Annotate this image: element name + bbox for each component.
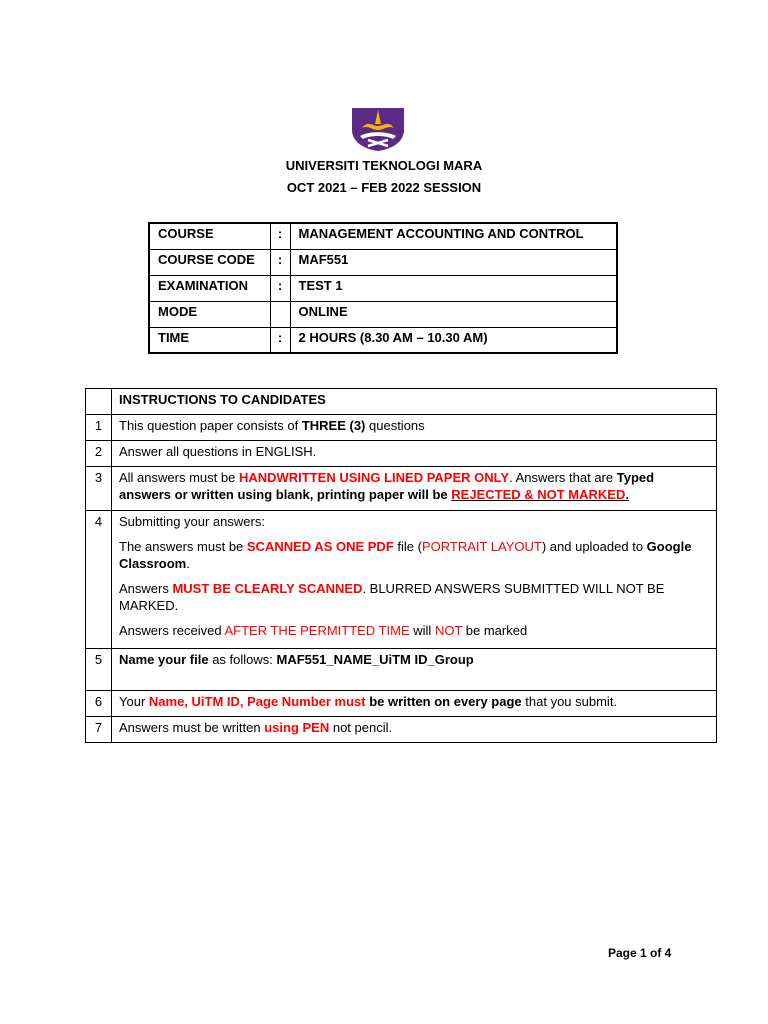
row-number: 5 <box>86 649 112 691</box>
info-separator: : <box>270 275 290 301</box>
info-separator <box>270 301 290 327</box>
row-number: 7 <box>86 717 112 743</box>
instruction-row <box>86 467 717 511</box>
instruction-row <box>86 415 717 441</box>
info-value: TEST 1 <box>290 275 617 301</box>
row-number: 4 <box>86 511 112 649</box>
instruction-text: This question paper consists of THREE (3) questions <box>112 415 717 441</box>
instruction-text <box>112 511 717 649</box>
row-number: 2 <box>86 441 112 467</box>
info-value: 2 HOURS (8.30 AM – 10.30 AM) <box>290 327 617 353</box>
info-row-course <box>149 223 617 249</box>
instruction-row <box>86 717 717 743</box>
instruction-paragraph: Answers received AFTER THE PERMITTED TIME will NOT be marked <box>119 623 528 638</box>
info-label: COURSE <box>149 223 270 249</box>
info-separator: : <box>270 327 290 353</box>
instruction-row <box>86 511 717 649</box>
info-separator: : <box>270 223 290 249</box>
session-title: OCT 2021 – FEB 2022 SESSION <box>286 180 482 195</box>
row-number: 3 <box>86 467 112 511</box>
instructions-heading: INSTRUCTIONS TO CANDIDATES <box>112 389 717 415</box>
university-crest-logo <box>348 106 408 152</box>
info-label: MODE <box>149 301 270 327</box>
info-row-time <box>149 327 617 353</box>
row-number-empty <box>86 389 112 415</box>
instruction-paragraph: The answers must be SCANNED AS ONE PDF file (PORTRAIT LAYOUT) and uploaded to Google Classroom. <box>119 539 692 571</box>
instruction-text: All answers must be HANDWRITTEN USING LINED PAPER ONLY. Answers that are Typed answers or written using blank, printing paper will be REJECTED & NOT MARKED. <box>112 467 717 511</box>
university-name: UNIVERSITI TEKNOLOGI MARA <box>285 158 483 173</box>
course-info-table <box>148 222 618 354</box>
instruction-row <box>86 691 717 717</box>
instruction-text: Name your file as follows: MAF551_NAME_UiTM ID_Group <box>112 649 717 691</box>
info-label: COURSE CODE <box>149 249 270 275</box>
instruction-row <box>86 441 717 467</box>
row-number: 1 <box>86 415 112 441</box>
info-row-course-code <box>149 249 617 275</box>
info-separator: : <box>270 249 290 275</box>
info-row-mode <box>149 301 617 327</box>
instruction-paragraph: Submitting your answers: <box>119 514 265 529</box>
info-label: EXAMINATION <box>149 275 270 301</box>
instruction-text: Answer all questions in ENGLISH. <box>112 441 717 467</box>
info-value: MANAGEMENT ACCOUNTING AND CONTROL <box>290 223 617 249</box>
info-row-examination <box>149 275 617 301</box>
instruction-text: Your Name, UiTM ID, Page Number must be written on every page that you submit. <box>112 691 717 717</box>
info-value: MAF551 <box>290 249 617 275</box>
page-number: Page 1 of 4 <box>608 946 672 960</box>
instruction-row <box>86 649 717 691</box>
instruction-paragraph: Answers MUST BE CLEARLY SCANNED. BLURRED ANSWERS SUBMITTED WILL NOT BE MARKED. <box>119 581 665 613</box>
info-label: TIME <box>149 327 270 353</box>
info-value: ONLINE <box>290 301 617 327</box>
instructions-heading-row <box>86 389 717 415</box>
row-number: 6 <box>86 691 112 717</box>
instructions-table <box>85 388 717 743</box>
instruction-text: Answers must be written using PEN not pencil. <box>112 717 717 743</box>
